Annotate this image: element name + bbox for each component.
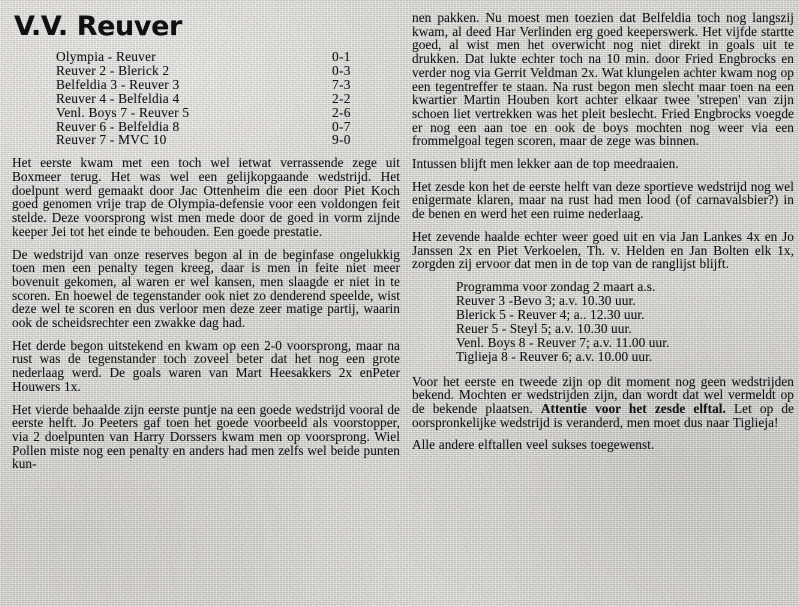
match-score: 0-3 (332, 62, 351, 78)
article-paragraph: De wedstrijd van onze reserves begon al in de beginfase ongelukkig toen men een penalty tegen kreeg, daar is men in feite niet meer bovenuit gekomen, al waren er wel kansen, men slaagde er niet in te scoren. En hoewel de tegenstander ook niet zo denderend speelde, wist deze wel te scoren en dus verloor men deze zeer matige partij, waarin ook de scheidsrechter een zwakke dag had. (12, 246, 400, 331)
fixture-item: Blerick 5 - Reuver 4; a.. 12.30 uur. (456, 307, 645, 323)
match-score: 0-1 (332, 49, 351, 64)
article-paragraph: Het vierde behaalde zijn eerste puntje na een goede wedstrijd vooral de eerste helft. Jo Peeters gaf toen het goede voorbeeld als voorstopper, via 2 doelpunten van Harry Dorssers kwam men op voorsprong. Wiel Pollen miste nog een penalty en anders had men zelfs wel beide punten kun- (12, 401, 400, 472)
table-row (56, 64, 400, 78)
left-column (12, 11, 400, 606)
column-gutter (400, 11, 412, 606)
table-row (56, 133, 400, 147)
article-paragraph: Het zesde kon het de eerste helft van deze sportieve wedstrijd nog wel enigermate klaren, maar na rust had men lood (of carnavalsbier?) in de benen en werd het een ruime nederlaag. (412, 178, 794, 222)
table-row (56, 78, 400, 92)
right-column (412, 11, 794, 606)
match-label: Reuver 2 - Blerick 2 (56, 62, 170, 78)
match-score: 2-6 (332, 104, 351, 120)
table-row (56, 92, 400, 106)
match-score: 2-2 (332, 90, 351, 106)
article-paragraph: nen pakken. Nu moest men toezien dat Belfeldia toch nog langszij kwam, al deed Har Verlinden erg goed keeperswerk. Het vijfde startte goed, al wist men het overwicht nog niet direkt in goals uit te drukken. Dat lukte echter toch na 10 min. door Fried Engbrocks en verder nog via Gerrit Veldman 2x. Wat klungelen achter kwam nog op een tegentreffer te staan. Na rust begon men slecht maar toen na een kwartier Martin Houben kort achter elkaar twee 'strepen' van zijn schoen liet vertrekken was het pleit beslecht. Fried Engbrocks voegde er nog een aan toe en ook de boys mochten nog weer via een frommelgoal tegen scoren, maar de zege was binnen. (412, 10, 794, 149)
fixture-item: Reuer 5 - Steyl 5; a.v. 10.30 uur. (456, 321, 632, 337)
article-paragraph: Alle andere elftallen veel sukses toegewenst. (412, 437, 655, 453)
match-score: 0-7 (332, 118, 351, 134)
notice-text-before: Voor het eerste en tweede zijn op dit moment nog geen wedstrijden bekend. Mochten er wedstrijden zijn, dan wordt dat wel vermeldt op de bekende plaatsen. (412, 373, 794, 416)
notice-emphasis: Attentie voor het zesde elftal. (540, 400, 726, 416)
match-score: 7-3 (332, 76, 351, 92)
article-paragraph: Het derde begon uitstekend en kwam op een 2-0 voorsprong, maar na rust was de tegenstander toch zoveel beter dat het nog een grote nederlaag werd. De goals waren van Mart Heesakkers 2x enPeter Houwers 1x. (12, 337, 400, 394)
fixture-programme-block (456, 280, 794, 365)
match-label: Reuver 7 - MVC 10 (56, 132, 167, 148)
table-row (56, 50, 400, 64)
match-label: Olympia - Reuver (56, 49, 156, 64)
table-row (56, 106, 400, 120)
article-paragraph: Intussen blijft men lekker aan de top meedraaien. (412, 156, 679, 172)
fixture-item: Reuver 3 -Bevo 3; a.v. 10.30 uur. (456, 293, 636, 309)
article-paragraph: Het eerste kwam met een toch wel ietwat verrassende zege uit Boxmeer terug. Het was wel een gelijkopgaande wedstrijd. Het doelpunt werd gemaakt door Jac Ottenheim die een door Piet Koch goed genomen vrije trap de Olympia-defensie voor een voldongen feit stelde. Deze voorsprong wist men mede door de goed in vorm zijnde keeper Jei tot het einde te behouden. Een goede prestatie. (12, 155, 400, 239)
table-row (56, 120, 400, 134)
article-paragraph-with-notice (412, 375, 794, 430)
match-results-table (56, 50, 400, 147)
programme-heading: Programma voor zondag 2 maart a.s. (456, 278, 656, 294)
page-title: V.V. Reuver (14, 11, 182, 42)
match-label: Belfeldia 3 - Reuver 3 (56, 76, 180, 92)
notice-text-after: Let op de oorspronkelijke wedstrijd is veranderd, men moet dus naar Tiglieja! (412, 400, 794, 430)
match-label: Venl. Boys 7 - Reuver 5 (56, 104, 190, 120)
fixture-item: Tiglieja 8 - Reuver 6; a.v. 10.00 uur. (456, 349, 653, 365)
article-paragraph: Het zevende haalde echter weer goed uit en via Jan Lankes 4x en Jo Janssen 2x en Piet Verkoelen, Th. v. Helden en Jan Bolten elk 1x, zorgden zij ervoor dat men in de top van de ranglijst blijft. (412, 228, 794, 272)
fixture-item: Venl. Boys 8 - Reuver 7; a.v. 11.00 uur. (456, 335, 670, 351)
match-label: Reuver 4 - Belfeldia 4 (56, 90, 180, 106)
match-score: 9-0 (332, 132, 351, 148)
match-label: Reuver 6 - Belfeldia 8 (56, 118, 180, 134)
